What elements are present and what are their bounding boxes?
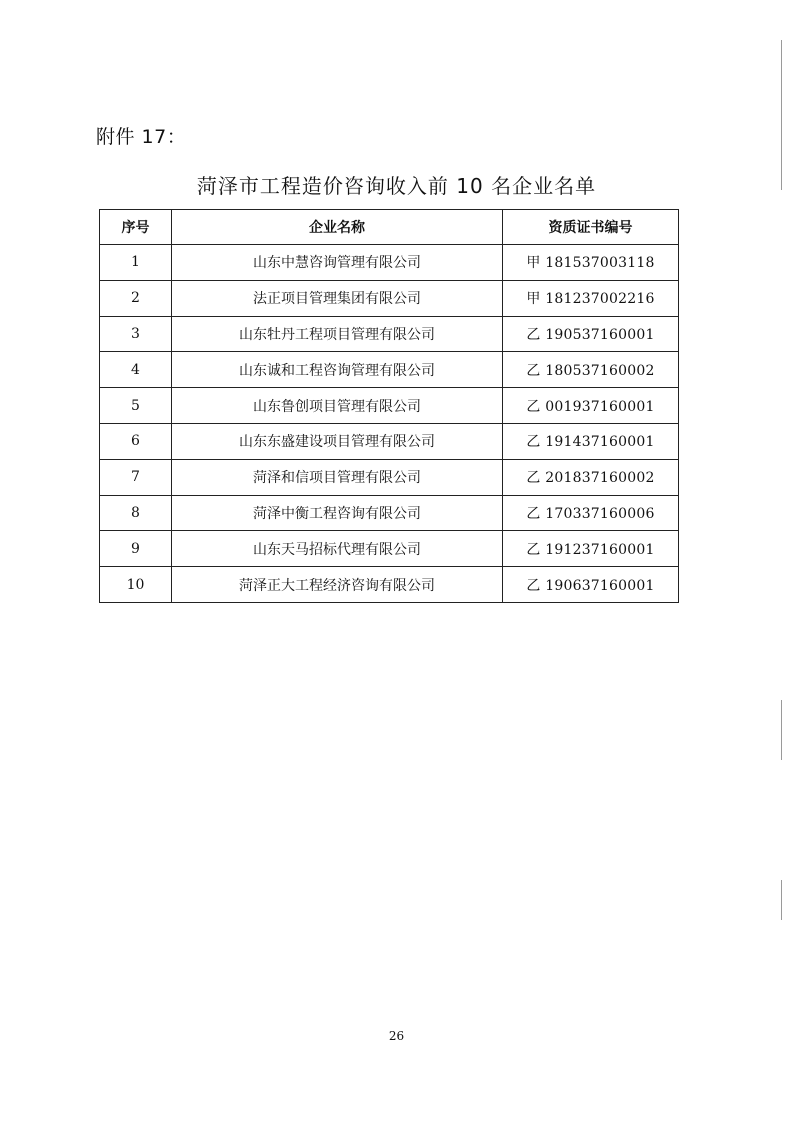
row-cert-number: 乙 191237160001 [503,531,679,567]
row-seq: 3 [100,316,172,352]
row-seq: 2 [100,280,172,316]
row-cert-number: 乙 191437160001 [503,423,679,459]
table-row [100,459,679,495]
row-company-name: 山东诚和工程咨询管理有限公司 [172,352,503,388]
row-seq: 7 [100,459,172,495]
row-cert-number: 甲 181537003118 [503,245,679,281]
row-company-name: 菏泽中衡工程咨询有限公司 [172,495,503,531]
row-cert-number: 乙 201837160002 [503,459,679,495]
company-table [99,209,679,603]
scan-edge-line [781,40,782,190]
table-row [100,280,679,316]
row-cert-number: 乙 170337160006 [503,495,679,531]
table-row [100,245,679,281]
row-seq: 9 [100,531,172,567]
table-row [100,423,679,459]
scan-edge-line [781,700,782,760]
row-cert-number: 乙 180537160002 [503,352,679,388]
row-cert-number: 乙 190537160001 [503,316,679,352]
row-seq: 5 [100,388,172,424]
row-cert-number: 甲 181237002216 [503,280,679,316]
table-row [100,567,679,603]
row-company-name: 山东东盛建设项目管理有限公司 [172,423,503,459]
row-seq: 8 [100,495,172,531]
row-company-name: 山东牡丹工程项目管理有限公司 [172,316,503,352]
scan-edge-line [781,880,782,920]
document-title: 菏泽市工程造价咨询收入前 10 名企业名单 [196,174,597,198]
page-number: 26 [388,1029,405,1043]
attachment-label: 附件 17： [96,126,187,148]
row-company-name: 山东中慧咨询管理有限公司 [172,245,503,281]
column-header-company: 企业名称 [172,210,503,245]
row-seq: 6 [100,423,172,459]
table-row [100,316,679,352]
row-company-name: 法正项目管理集团有限公司 [172,280,503,316]
row-company-name: 菏泽和信项目管理有限公司 [172,459,503,495]
row-cert-number: 乙 001937160001 [503,388,679,424]
row-seq: 4 [100,352,172,388]
column-header-seq: 序号 [100,210,172,245]
row-seq: 10 [100,567,172,603]
row-company-name: 菏泽正大工程经济咨询有限公司 [172,567,503,603]
table-row [100,531,679,567]
row-company-name: 山东鲁创项目管理有限公司 [172,388,503,424]
table-row [100,495,679,531]
table-row [100,388,679,424]
row-cert-number: 乙 190637160001 [503,567,679,603]
row-company-name: 山东天马招标代理有限公司 [172,531,503,567]
table-header-row [100,210,679,245]
row-seq: 1 [100,245,172,281]
column-header-cert: 资质证书编号 [503,210,679,245]
table-row [100,352,679,388]
